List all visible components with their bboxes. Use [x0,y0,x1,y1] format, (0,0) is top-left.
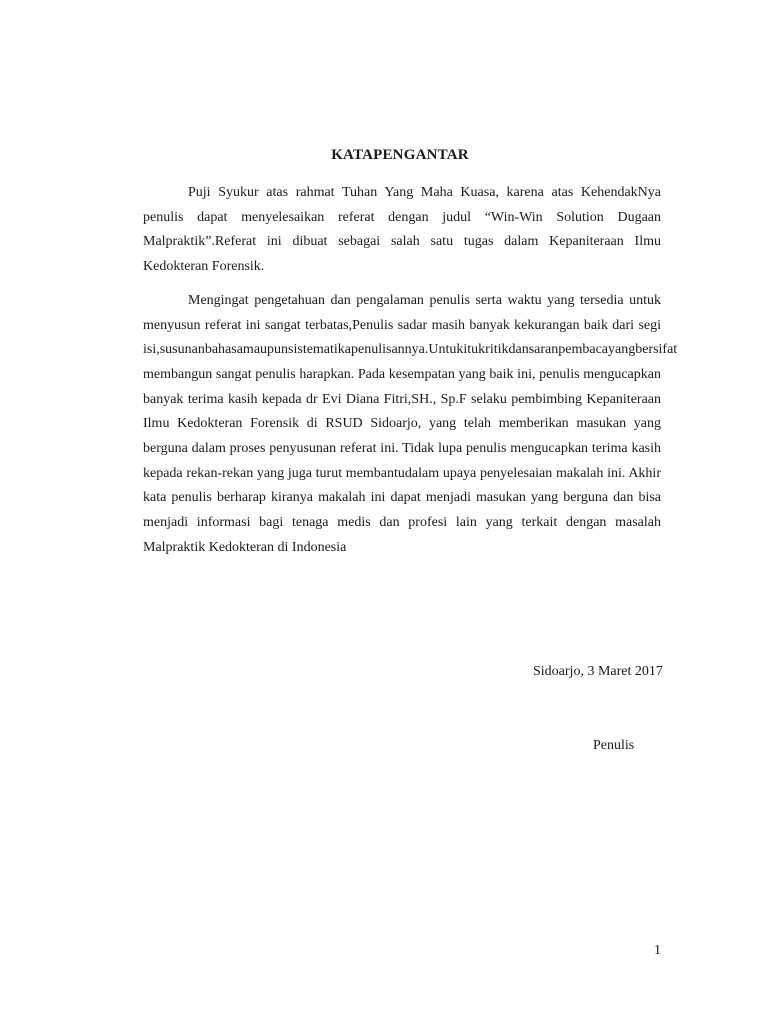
signature-label: Penulis [593,738,635,753]
paragraph: Puji Syukur atas rahmat Tuhan Yang Maha Kuasa, karena atas KehendakNya penulis dapat menyelesaikan referat dengan judul “Win-Win Solution Dugaan Malpraktik”.Referat ini dibuat sebagai salah satu tugas dalam Kepaniteraan Ilmu Kedokteran Forensik. [143,185,661,275]
page-number: 1 [654,943,661,958]
place-date: Sidoarjo, 3 Maret 2017 [533,664,663,679]
page-title: KATAPENGANTAR [331,147,469,163]
paragraph: Mengingat pengetahuan dan pengalaman penulis serta waktu yang tersedia untuk menyusun referat ini sangat terbatas,Penulis sadar masih banyak kekurangan baik dari segi isi,susunanbahasamaupunsistematikapenulisannya.Untukitukritikdansaranpembacayangbersifat membangun sangat penulis harapkan. Pada kesempatan yang baik ini, penulis mengucapkan banyak terima kasih kepada dr Evi Diana Fitri,SH., Sp.F selaku pembimbing Kepaniteraan Ilmu Kedokteran Forensik di RSUD Sidoarjo, yang telah memberikan masukan yang berguna dalam proses penyusunan referat ini. Tidak lupa penulis mengucapkan terima kasih kepada rekan-rekan yang juga turut membantudalam upaya penyelesaian makalah ini. Akhir kata penulis berharap kiranya makalah ini dapat menjadi masukan yang berguna dan bisa menjadi informasi bagi tenaga medis dan profesi lain yang terkait dengan masalah Malpraktik Kedokteran di Indonesia [143,292,678,555]
document-body [143,181,678,561]
